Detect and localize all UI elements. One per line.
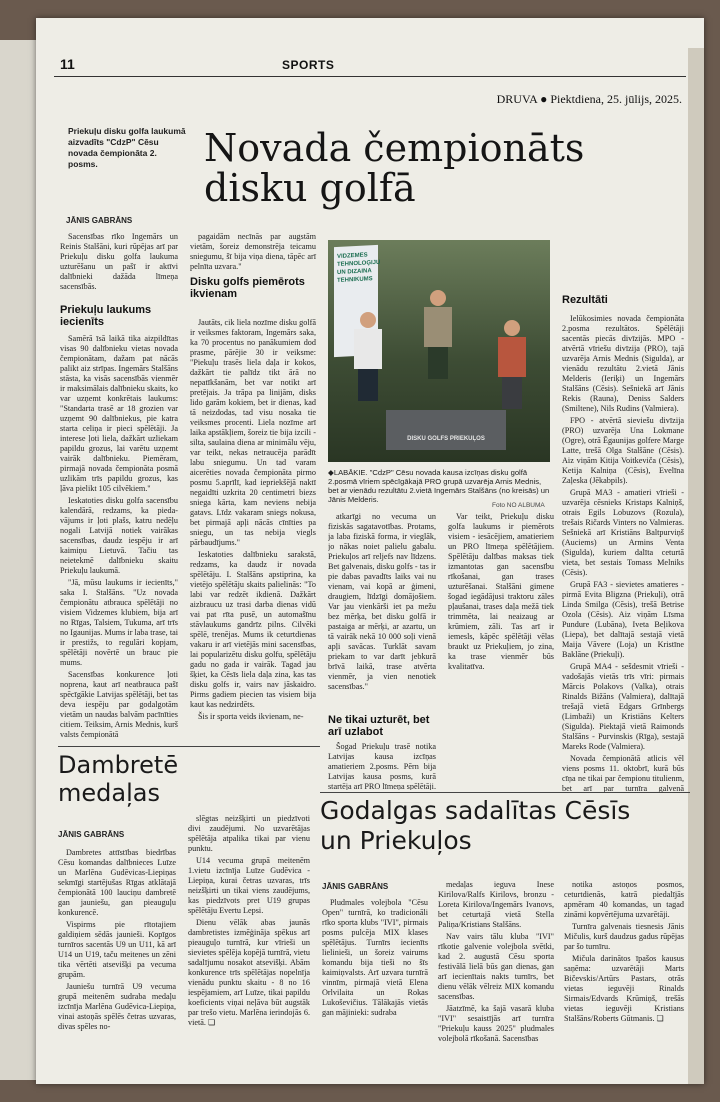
paragraph: Novada čempionātā atlicis vēl viens posms 11. oktobrī, kurā būs cīņa ne tikai par čempionu titulienm, bet arī par turnīra galvenā [562, 754, 684, 792]
article-column-3 [328, 512, 436, 712]
article-column-4 [448, 512, 554, 792]
paragraph: Mičula darinātos īpašos kausus saņēma: uzvarētāji Marts Bičevskis/Artūrs Pastars, otrās vietas ieguvēji Rinalds Sirmais/Edvards Krūmiņš, trešās vietas ieguvēji Kristians Stalšāns/Roberts Gūtmanis. ❏ [564, 954, 684, 1023]
player-center [424, 290, 452, 379]
byline: JĀNIS GABRĀNS [322, 882, 389, 891]
article-column-1 [58, 848, 176, 1084]
legs [358, 369, 378, 401]
paragraph: Grupā FA3 - sievietes amatieres - pirmā Evita Bligzna (Priekuļi), otrā Linda Smilga (Cēsis), trešā Betrise Ozola (Cēsis). Aiz viņām Līsma Pundure (Lubāna), Iveta Beļikova (Liepa), bet dalītajā sestajā vietā Maija Vāvere (Loja) un Kristīne Baklāne (Priekuļi). [562, 580, 684, 659]
subheading: Rezultāti [562, 294, 608, 306]
photo-credit: Foto NO ALBUMA [492, 502, 545, 509]
article-column-3 [564, 880, 684, 1058]
paragraph: atkarīgi no vecuma un fiziskās sagatavotības. Protams, ja laba fiziskā forma, ir vieglāk, jo nākas noiet palielu gabalu. Priekuļos arī reljefs nav līdzens. Bet galvenais, disku golfs - tas ir pie dabas pavadīts laiks vai nu vienam, vai kopā ar ģimeni, draugiem, līdzīgi domājošiem. Var jau vienkārši iet pa mežu bez mērķa, bet disku golfā ir pastaiga ar mērķi, ar azartu, un tā vairāk nekā 10 000 soļi vienā apļi savācas. Turklāt savam priekam to var darīt jebkurā brīvā laikā, trase atvērta vienmēr, ja vien nenotiek sacensības." [328, 512, 436, 691]
paragraph: Ielūkosimies novada čempionāta 2.posma rezultātos. Spēlētāji sacentās piecās divīzijās. MPO - atvērtā vīriešu divīzija (PRO), tajā uzvarēja Arnis Mednis (Sigulda), ar vienādu rezultātu 2.vietā Jānis Melderis (Ieriķi) un Ingemārs Stalšāns (Cēsis). Sešniekā arī Jānis Rekis (Rauna), Deniss Salders (Smiltene), Nils Rudins (Valmiera). [562, 314, 684, 413]
paragraph: Jāatzīmē, ka šajā vasarā kluba "IVI" sesaistījās arī turnīra "Priekuļu kauss 2025" pludmales volejbolā rīkošanā. Sacensības [438, 1004, 554, 1043]
paragraph: Vispirms pie rītotajiem galdiņiem sēdās jaunieši. Kopīgos turnīros sacentās U9 un U11, kā arī U14 un U19, taču meitenes un zēni tika vērtēti atsevišķi pa vecuma grupām. [58, 920, 176, 979]
paragraph: Dambretes attīstības biedrības Cēsu komandas dalībnieces Luīze un Marlēna Gudēvicas-Liepiņas sekmīgi startējušas Rīgas atklātajā čempionātā 100 lauciņu dambretē gan jauniešu, gan pieauguļu konkurencē. [58, 848, 176, 917]
separator-line [58, 746, 320, 747]
article-headline: Novada čempionāts disku golfā [204, 126, 585, 210]
paragraph: Grupā MA4 - sešdesmit vīrieši - vadošajās vietās trīs vīri: pirmais Mārcis Polakovs (Valka), otrais Rinalds Bižāns (Valmiera), dalītajā trešajā vietā Edgars Grīnbergs (Limbaži) un Kristiāns Kelters (Sigulda). Piektajā vietā Raimonds Stalšāns - Purvinskis (Rīga), sestajā Mareks Rode (Valmiera). [562, 662, 684, 751]
shirt [354, 329, 382, 369]
subheading: Priekuļu laukums iecienīts [60, 304, 152, 328]
article-headline: Godalgas sadalītas Cēsīs un Priekuļos [320, 796, 631, 855]
byline: JĀNIS GABRĀNS [58, 830, 125, 839]
paragraph: Samērā īsā laikā tika aizpildītas visas 90 dalībnieku vietas novada čempionātam, dažam pat nācās palikt aiz strīpas. Ingemārs Stalšāns stāsta, ka visās sacensībās vienmēr ir maksimālais dalībnieku skaits, ko var uzņemt konkrētais laukums: "Standarta trasē ar 18 grozien var uzņemt 90 dalībniekus, pie katra starta celiņa ir pieci spēlētāji. Ja interese ļoti liela, dažkārt uzliekam papildu grozus, lai varētu uzņemt vairāk dalībnieku. Piemēram, pirmajā novada čempionāta posmā uzlikām trīs papildu grozus, kas ļāva pielikt 105 cilvēkiem." [60, 334, 178, 493]
paragraph: Turnīra galvenais tiesnesis Jānis Mičulis, kurš daudzus gadus rūpējas par šo turnīru. [564, 922, 684, 951]
paragraph: Dienu vēlāk abas jaunās dambretistes izmēģināja spēkus arī pieauguļo turnīrā, kur vīrieši un sievietes spēlēja kopējā turnīrā, vietu sadalījumu nosakot atsevišķi. Abām konkurence trīs spēlētājas nopelnīja vienādu punktu skaitu - 8 no 16 iespējamiem, arī Luīze, tikai papildu koeficients viņai neļāva būt augstāk par trešo vietu. Marlēna ierindojās 6. vietā. ❏ [188, 918, 310, 1027]
paragraph: Sacensības konkurence ļoti noprena, kaut arī neatbrauca pašī spēcīgākie Latvijas spēlētāji, bet tas deva iespēju par godalgotām vietām un naudas balvām pacīnīties citiem. Teiksim, Arnis Mednis, kurš valsts čempionātā [60, 670, 178, 739]
legs [502, 377, 522, 409]
paragraph: "Jā, mūsu laukums ir iecienīts," saka I. Stalšāns. "Uz novada čempionātu atbrauca spēlētāji no visiem Vidzemes klubiem, bija arī no Rīgas, Talsiem, Tukuma, arī trīs no Igaunijas. Mums ir laba trase, tai ir prestižs, to regulāri kopjam, spēlētāji novērtē un brauc pie mums. [60, 578, 178, 667]
header-rule [54, 76, 686, 77]
podium-text: DISKU GOLFS PRIEKUĻOS [407, 436, 485, 442]
article-column-1b [60, 334, 178, 742]
paragraph: Ieskatoties disku golfa sacensību kalendārā, redzams, ka pieda-vājums ir ļoti plašs, katru nedēļu nogali Latvijā notiek vairākas sacensības, daudz iespēju ir arī kaimiņu Lietuvā. Tačiu tas neietekmē dalībnieku skaitu Priekuļu laukumā. [60, 496, 178, 575]
legs [428, 347, 448, 379]
page-header [54, 56, 694, 106]
paragraph: Sacensības rīko Ingemārs un Reinis Stalšāni, kuri rūpējas arī par Priekuļu disku golfa laukuma uzturēšanu un pašī ir aktīvi dalībnieki dažāda līmeņa sacensībās. [60, 232, 178, 291]
article-column-1 [60, 232, 178, 294]
paragraph: notika astoņos posmos, ceturtdienās, katrā piedalījās apmēram 40 komandas, un tagad zināmi kopvērtējuma uzvarētāji. [564, 880, 684, 919]
results-column [562, 314, 684, 792]
podium-photo [328, 240, 550, 462]
newspaper-page [36, 18, 704, 1084]
photo-caption: ◆LABĀKIE. "CdzP" Cēsu novada kausa izcīņas disku golfā 2.posmā vīriem spēcīgākajā PRO grupā uzvarēja Arnis Mednis, bet ar vienādu rezultātu 2.vietā Ingemārs Stalšāns (no kreisās) un Jānis Melderis. [328, 468, 550, 504]
byline: JĀNIS GABRĀNS [66, 216, 133, 225]
player-right [498, 320, 526, 409]
separator-line [320, 792, 690, 793]
article-headline: Dambretē medaļas [58, 751, 179, 807]
paragraph: Jautāts, cik liela nozīme disku golfā ir veiksmes faktoram, Ingemārs saka, ka 70 procentus no panākumiem dod prasme, pārējie 30 ir veiksme: "Piekuļu trasēs liela daļa ir kokos, dažkārt tie palīdz tikt ārā no nepatīkšanām, bet var notikt arī pretējais. Ja trāpa pa linijām, disks lido garām kokiem, bet ir dienas, kad tā neizdodas, tad visu nosaka tie veiksmes procenti. Liela nozīme arī laika apstākļiem, šoreiz tie bija izcili - silta, saulaina diena ar minimālu vēju, var teikt, nekas netraucēja parādīt labu sniegumu. Un tad varam aicerēties novada čempionāta pirmo posmu 5.aprīlī, kad iepriekšējā naktī negaidīti uzkrita 20 centimetri biezs sniega kārta, kam neviens nebija gatavs. Līdz vakaram sniegs nokusa, bet pirmajā apļi nācās cīnīties pa sniegu, un tas nebija viegls pārbaudījums." [190, 318, 316, 547]
head [430, 290, 446, 306]
paragraph: slēgtas neizšķirti un piedzīvoti divi zaudējumi. No uzvarētājas spēlētāja atpalika tikai par vienu punktu. [188, 814, 310, 853]
head [504, 320, 520, 336]
page-number: 11 [60, 56, 75, 72]
head [360, 312, 376, 328]
shirt [424, 307, 452, 347]
shirt [498, 337, 526, 377]
article-column-2 [438, 880, 554, 1058]
article-teaser: Priekuļu disku golfa laukumā aizvadīts "CdzP" Cēsu novada čempionāta 2. posms. [68, 126, 186, 169]
article-column-2 [190, 232, 316, 274]
subheading: Disku golfs piemērots ikvienam [190, 276, 305, 300]
paragraph: medaļas ieguva Inese Kirilova/Ralfs Kirilovs, bronzu - Loreta Kirilova/Ingemārs Ivanovs, bet ceturtajā vietā Stella Paliņa/Kristians Stalšāns. [438, 880, 554, 929]
article-column-2b [190, 318, 316, 742]
section-label: SPORTS [282, 58, 335, 72]
article-column-2 [188, 814, 310, 1084]
paragraph: Šis ir sporta veids ikvienam, ne- [198, 712, 304, 721]
article-column-1 [322, 898, 428, 1058]
paragraph: Pludmales volejbola "Cēsu Open" turnīrā, ko tradicionāli rīko sporta klubs "IVI", pirmais posms pulcēja MIX klases spēlētājus. Turnīrs iecienīts lielinieši, un šoreiz vairums komandu bija tieši no šīs kaimiņvalsts. Arī uzvara turnīrā vinnīm, pirmajā vietā Elena Orlvilaita un Rokas Lukoševičius. Tālākajās vietās gan mājinieki: sudraba [322, 898, 428, 1017]
paragraph: Grupā MA3 - amatieri vīrieši - uzvarēja cēsnieks Kristaps Kalniņš, otrais Egils Lobuzovs (Rozula), trešais Ričards Vinters no Valmieras. Sešniekā arī Kristiāns Baltpurviņš (Auciems) un Armins Venta (Sigulda), kuriem dalīta ceturtā vieta, bet sestais Tomass Melniks (Cēsis). [562, 488, 684, 577]
banner-text: VIDZEMES TEHNOLOĢIJU UN DIZAINA TEHNIKUMS [337, 252, 381, 284]
paragraph: pagaidām necīnās par augstām vietām, šoreiz demonstrēja teicamu sniegumu, šī bija viņa diena, tāpēc arī pelnīta uzvara." [190, 232, 316, 271]
paragraph: U14 vecuma grupā meitenēm 1.vietu izcīnīja Luīze Gudēvica - Liepiņa, kurai četras uzvaras, trīs neizšķirti un tikai viens zaudējums, kas piedzīvots pret U19 grupas spēlētāju Evertu Lepsi. [188, 856, 310, 915]
podium [386, 410, 506, 450]
paragraph: Šogad Priekuļu trasē notika Latvijas kausa izcīņas amatieriem 2.posms. Pērn bija Latvijas kausa posms, kurā startēja arī PRO līmeņa spēlētāji. [328, 742, 436, 790]
paragraph: Ieskatoties dalībnieku sarakstā, redzams, ka daudz ir novada spēlētāju. I. Stalšāns apstiprina, ka vietējo spēlētāju skaits palielinās: "To labi var redzēt ikdienā. Dažkārt aizbraucu uz trasi darba dienas vidū vai pat rīta pusē, un automašīnu stāvlaukums gandrīz pilns. Cilvēki spēlē, trenējas. Mums ik ceturtdienas vakaru ir arī vietējās mini sacensības, lai popularizētu disku golfu, spēlētāju gadu no gada ir vairāk. Tagad jau šķiet, ka Cēsīs liela daļa zina, kas tas disku golfs ir, vairs nav jāskaidro. Pirms gadiem piecien tas visiem bija kaut kas nedzirdēts. [190, 550, 316, 709]
issue-date: DRUVA ● Piektdiena, 25. jūlijs, 2025. [496, 92, 682, 106]
adjacent-page-edge [0, 40, 36, 1080]
article-column-3b-start [328, 742, 436, 790]
paragraph: Var teikt, Priekuļu disku golfa laukums ir piemērots visiem - iesācējiem, amatieriem un PRO līmeņa spēlētājiem. Spēlētāju dalības maksas tiek izmantotas gan sacensību rīkošanai, gan trases uzturēšanai. Stalšāni gimene šogad iegādājusi traktoru zāles pļaušanai, trases daļa mežā tiek trimmēta, lai neaizaug ar krūmiem, zāli. Tas arī ir iemesls, kāpēc spēlētāji vēlas braukt uz Priekuļiem, jo zina, ka trase vienmēr būs kvalitatīva. [448, 512, 554, 671]
player-left [354, 312, 382, 401]
paragraph: Jauniešu turnīrā U9 vecuma grupā meitenēm sudraba medaļu izcīnīja Marlēna Gudēvica-Liepiņa, vinai astoņās spēlēs četras uzvaras, divas spēles no- [58, 982, 176, 1031]
paragraph: FPO - atvērtā sieviešu divīzija (PRO) uzvarēja Una Lokmane (Ogre), otrā Ēgaunijas golfere Marge Latte, trešā Olga Stalšāne (Cēsis). Aiz viņām Kitija Voitkeviča (Cēsis), Ketija Kalniņa (Cēsis), Evelīna Zaļeska (Jēkabpils). [562, 416, 684, 485]
paragraph: Nav vairs tālu kluba "IVI" rīkotie galvenie volejbola svētki, kad 2. augustā Cēsu sporta festivālā lielā būs gan dienas, gan arī iecienītais nakts turnīrs, bet dienu vēlāk vēlreiz MIX komandu sacensības. [438, 932, 554, 1001]
page-stack-edge [688, 48, 704, 1084]
subheading: Ne tikai uzturēt, bet arī uzlabot [328, 714, 430, 738]
